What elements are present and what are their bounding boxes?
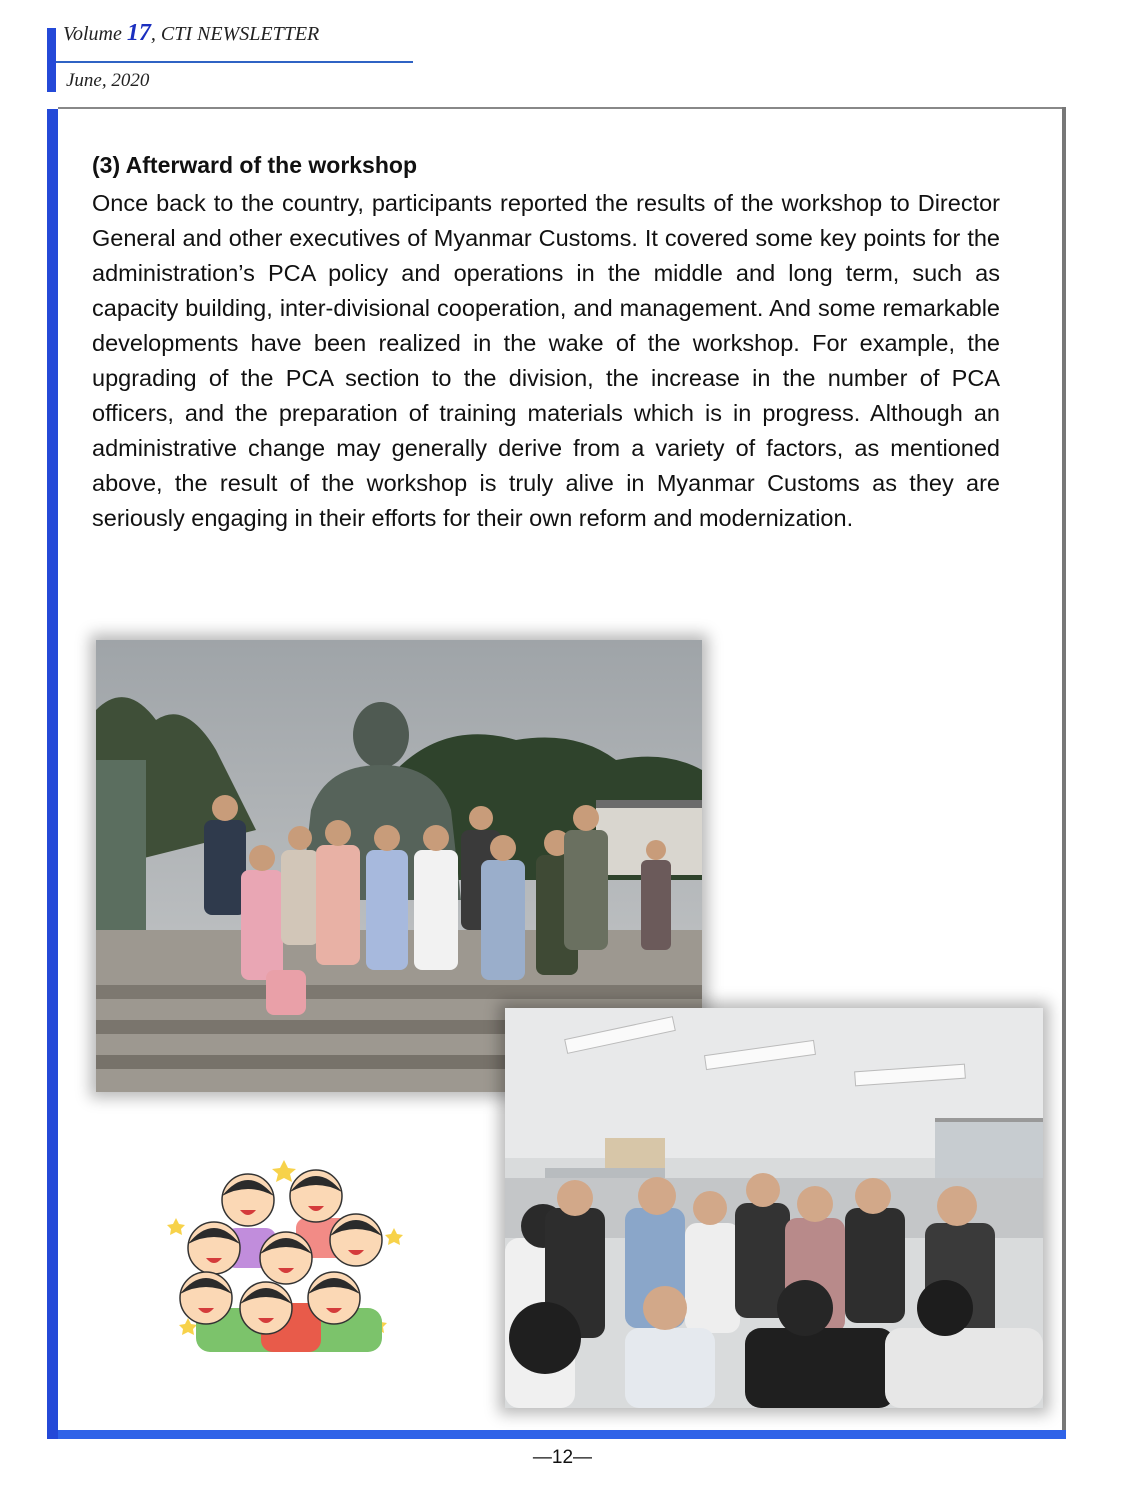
header-underline [56,61,413,63]
office-training-photo [505,1008,1043,1408]
header-volume [63,20,319,47]
volume-number: 17 [126,20,151,46]
newsletter-name: , CTI NEWSLETTER [150,23,320,45]
volume-prefix: Volume [63,23,127,45]
frame-top-border [58,107,1066,109]
frame-bottom-border [58,1430,1066,1439]
header-date: June, 2020 [66,70,150,91]
page-number: —12— [532,1447,593,1468]
header-accent-bar [47,28,56,92]
frame-right-border [1062,107,1066,1437]
cheering-kids-illustration [166,1158,412,1352]
section-body: Once back to the country, participants reported the results of the workshop to Director General and other executives of Myanmar Customs. It covered some key points for the administration’s PCA policy and operations in the middle and long term, such as capacity building, inter-divisional cooperation, and management. And some remarkable developments have been realized in the wake of the workshop. For example, the upgrading of the PCA section to the division, the increase in the number of PCA officers, and the preparation of training materials which is in progress. Although an administrative change may generally derive from a variety of factors, as mentioned above, the result of the workshop is truly alive in Myanmar Customs as they are seriously engaging in their efforts for their own reform and modernization. [92,190,1000,531]
frame-left-border [47,109,58,1439]
section-title: (3) Afterward of the workshop [92,152,417,178]
